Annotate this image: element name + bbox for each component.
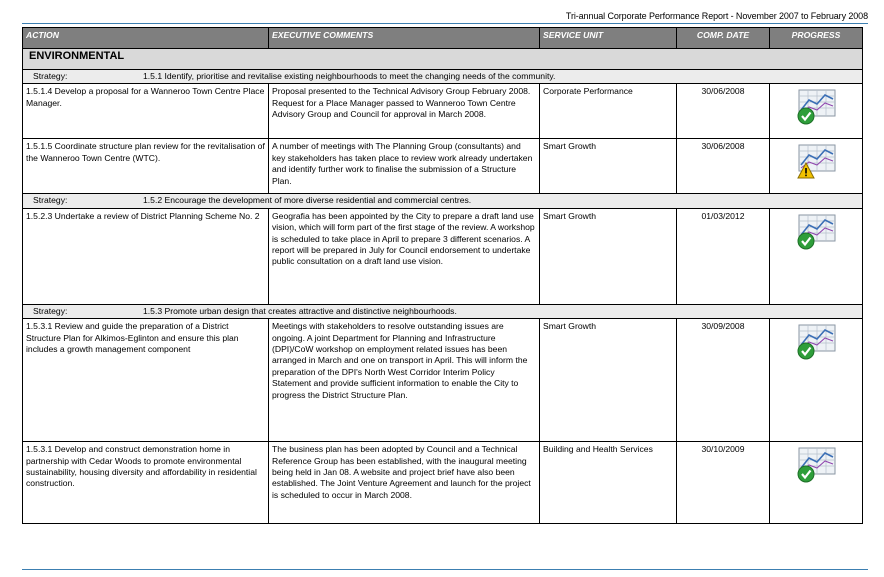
section-row: [23, 49, 863, 70]
comp-date-cell: 01/03/2012: [677, 208, 770, 304]
comment-cell: Meetings with stakeholders to resolve outstanding issues are ongoing. A joint Department for Planning and Infrastructure (DPI)/CoW workshop on employment related issues has been arranged in March and one on transport in April. This will inform the preparation of the DPI's North West Corridor Interim Policy Statement and provide sufficient information to enable the City to progress the District Structure Plan.: [269, 319, 540, 442]
strategy-row: [23, 194, 863, 208]
footer-rule: [22, 569, 868, 570]
progress-on-track-icon: [793, 321, 839, 361]
column-header-service-unit: SERVICE UNIT: [540, 28, 677, 49]
strategy-label: Strategy:: [33, 71, 68, 81]
action-cell: 1.5.3.1 Review and guide the preparation of a District Structure Plan for Alkimos-Eglinton and ensure this plan includes a growth management component: [23, 319, 269, 442]
table-row: [23, 139, 863, 194]
strategy-row: [23, 70, 863, 84]
column-header-comments: EXECUTIVE COMMENTS: [269, 28, 540, 49]
progress-on-track-icon: [793, 444, 839, 484]
progress-cell: [770, 84, 863, 139]
strategy-text: 1.5.1 Identify, prioritise and revitalise existing neighbourhoods to meet the changing needs of the community.: [143, 71, 556, 81]
action-cell: 1.5.1.5 Coordinate structure plan review for the revitalisation of the Wanneroo Town Centre (WTC).: [23, 139, 269, 194]
action-cell: 1.5.1.4 Develop a proposal for a Wanneroo Town Centre Place Manager.: [23, 84, 269, 139]
column-header-comp-date: COMP. DATE: [677, 28, 770, 49]
column-header-action: ACTION: [23, 28, 269, 49]
strategy-row: [23, 304, 863, 318]
strategy-label: Strategy:: [33, 195, 68, 206]
progress-warning-icon: [793, 141, 839, 181]
action-cell: 1.5.3.1 Develop and construct demonstration home in partnership with Cedar Woods to promote environmental sustainability, housing diversity and affordability in residential construction.: [23, 442, 269, 524]
progress-cell: [770, 442, 863, 524]
table-row: [23, 442, 863, 524]
progress-cell: [770, 319, 863, 442]
comment-cell: Proposal presented to the Technical Advisory Group February 2008. Request for a Place Manager passed to Wanneroo Town Centre Advisory Group and Council for approval in March 2008.: [269, 84, 540, 139]
strategy-label: Strategy:: [33, 305, 68, 316]
progress-cell: [770, 139, 863, 194]
progress-on-track-icon: [793, 211, 839, 251]
strategy-text: 1.5.2 Encourage the development of more diverse residential and commercial centres.: [143, 195, 472, 206]
comment-cell: The business plan has been adopted by Council and a Technical Reference Group has been established, with the inaugural meeting being held in Jan 08. A website and project brief have also been established. The Joint Venture Agreement and launch for the project is scheduled to occur in March 2008.: [269, 442, 540, 524]
service-unit-cell: Smart Growth: [540, 319, 677, 442]
comp-date-cell: 30/06/2008: [677, 139, 770, 194]
table-row: [23, 319, 863, 442]
strategy-text: 1.5.3 Promote urban design that creates attractive and distinctive neighbourhoods.: [143, 305, 457, 316]
header-rule: [22, 23, 868, 24]
progress-cell: [770, 208, 863, 304]
comment-cell: Geografia has been appointed by the City to prepare a draft land use vision, which will form part of the first stage of the review. A workshop is scheduled to take place in April to prepare 3 different scenarios. A report will be prepared in July for Council endorsement to undertake public consultation on a draft land use vision.: [269, 208, 540, 304]
table-row: [23, 208, 863, 304]
service-unit-cell: Smart Growth: [540, 139, 677, 194]
comp-date-cell: 30/09/2008: [677, 319, 770, 442]
progress-on-track-icon: [793, 86, 839, 126]
report-title: Tri-annual Corporate Performance Report - November 2007 to February 2008: [565, 11, 868, 21]
service-unit-cell: Building and Health Services: [540, 442, 677, 524]
comment-cell: A number of meetings with The Planning Group (consultants) and key stakeholders has taken place to review work already undertaken and identify further work to finalise the submission of a Structure Plan.: [269, 139, 540, 194]
comp-date-cell: 30/10/2009: [677, 442, 770, 524]
action-cell: 1.5.2.3 Undertake a review of District Planning Scheme No. 2: [23, 208, 269, 304]
column-header-progress: PROGRESS: [770, 28, 863, 49]
service-unit-cell: Smart Growth: [540, 208, 677, 304]
comp-date-cell: 30/06/2008: [677, 84, 770, 139]
performance-table: [22, 27, 863, 524]
column-header-row: [23, 28, 863, 49]
section-title: ENVIRONMENTAL: [23, 49, 863, 70]
service-unit-cell: Corporate Performance: [540, 84, 677, 139]
table-row: [23, 84, 863, 139]
